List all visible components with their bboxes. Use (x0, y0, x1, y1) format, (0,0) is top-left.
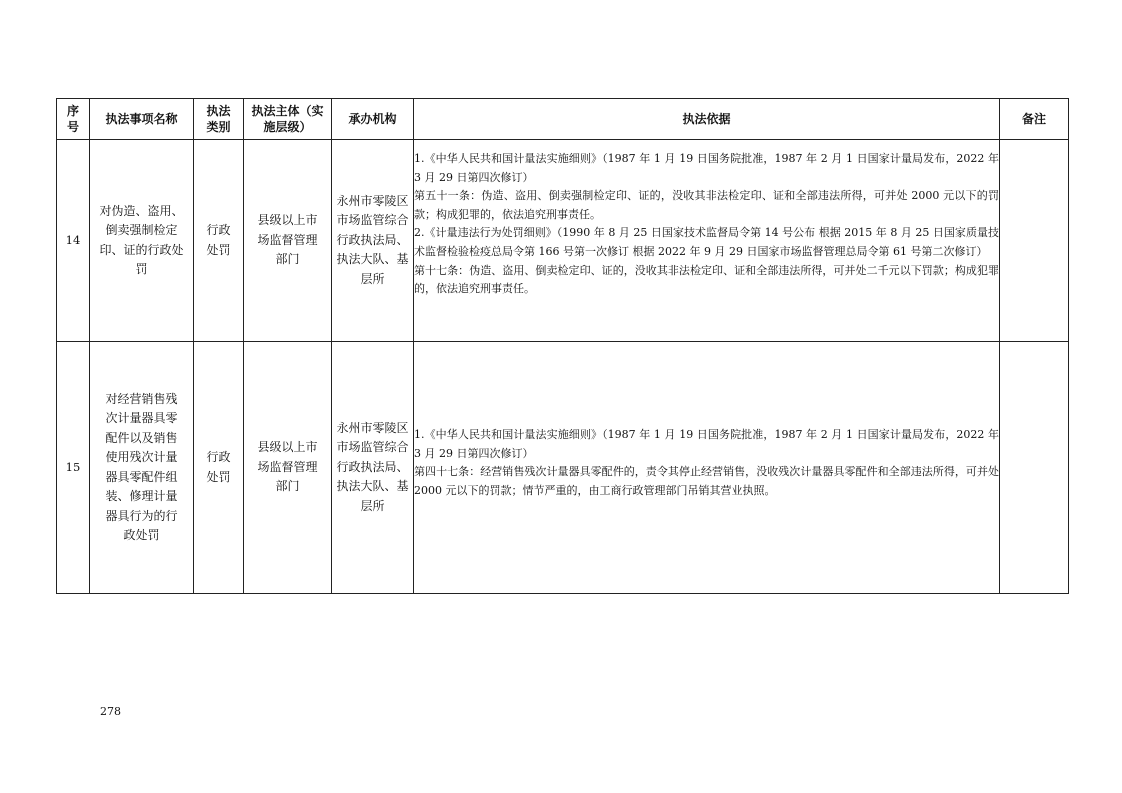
header-index: 序号 (57, 99, 90, 140)
page-number: 278 (100, 705, 121, 718)
basis-paragraph: 2.《计量违法行为处罚细则》（1990 年 8 月 25 日国家技术监督局令第 14 号公布 根据 2015 年 8 月 25 日国家质量技术监督检验检疫总局令第 166 号第一次修订 根据 2022 年 9 月 29 日国家市场监督管理总局令第 61 号第二次修订） (414, 226, 999, 258)
row-name: 对伪造、盗用、倒卖强制检定印、证的行政处罚 (90, 140, 194, 342)
basis-paragraph: 1.《中华人民共和国计量法实施细则》（1987 年 1 月 19 日国务院批准，1987 年 2 月 1 日国家计量局发布，2022 年 3 月 29 日第四次修订） (414, 152, 999, 184)
law-enforcement-table (56, 98, 1069, 594)
header-category: 执法类别 (194, 99, 244, 140)
row-remark (1000, 140, 1069, 342)
header-remark: 备注 (1000, 99, 1069, 140)
header-name: 执法事项名称 (90, 99, 194, 140)
header-subject: 执法主体（实施层级） (244, 99, 332, 140)
header-agency: 承办机构 (332, 99, 414, 140)
row-basis (414, 342, 1000, 594)
table-header-row (57, 99, 1069, 140)
row-subject: 县级以上市场监督管理部门 (244, 140, 332, 342)
row-index: 14 (57, 140, 90, 342)
table-row (57, 140, 1069, 342)
row-name: 对经营销售残次计量器具零配件以及销售使用残次计量器具零配件组装、修理计量器具行为的行政处罚 (90, 342, 194, 594)
basis-paragraph: 第十七条：伪造、盗用、倒卖检定印、证的，没收其非法检定印、证和全部违法所得，可并处二千元以下罚款；构成犯罪的，依法追究刑事责任。 (414, 263, 999, 296)
basis-paragraph: 1.《中华人民共和国计量法实施细则》（1987 年 1 月 19 日国务院批准，1987 年 2 月 1 日国家计量局发布，2022 年 3 月 29 日第四次修订） (414, 428, 999, 460)
row-category: 行政处罚 (194, 140, 244, 342)
row-subject: 县级以上市场监督管理部门 (244, 342, 332, 594)
row-agency: 永州市零陵区市场监管综合行政执法局、执法大队、基层所 (332, 342, 414, 594)
table-row (57, 342, 1069, 594)
row-index: 15 (57, 342, 90, 594)
row-remark (1000, 342, 1069, 594)
row-agency: 永州市零陵区市场监管综合行政执法局、执法大队、基层所 (332, 140, 414, 342)
row-basis (414, 140, 1000, 342)
basis-paragraph: 第五十一条：伪造、盗用、倒卖强制检定印、证的，没收其非法检定印、证和全部违法所得，可并处 2000 元以下的罚款；构成犯罪的，依法追究刑事责任。 (414, 189, 999, 221)
header-basis: 执法依据 (414, 99, 1000, 140)
row-category: 行政处罚 (194, 342, 244, 594)
basis-paragraph: 第四十七条：经营销售残次计量器具零配件的，责令其停止经营销售，没收残次计量器具零配件和全部违法所得，可并处 2000 元以下的罚款；情节严重的，由工商行政管理部门吊销其营业执照。 (414, 465, 999, 497)
